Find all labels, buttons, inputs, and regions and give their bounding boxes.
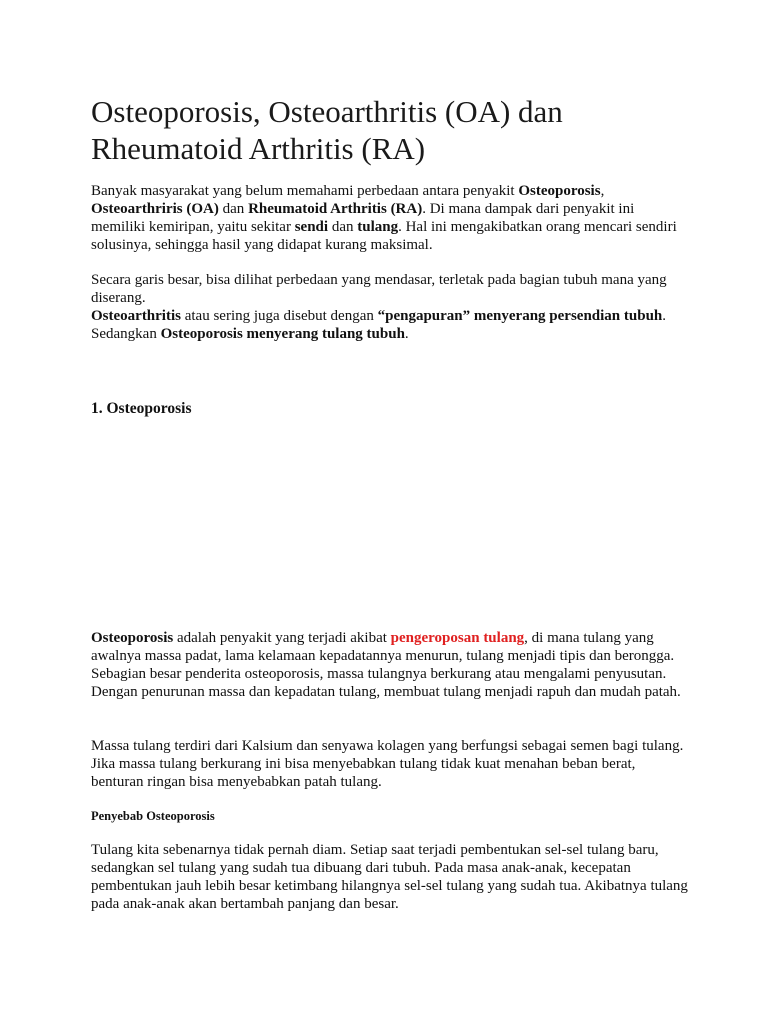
term-sendi: sendi: [294, 219, 329, 235]
cause-paragraph: Tulang kita sebenarnya tidak pernah diam. Setiap saat terjadi pembentukan sel-sel tulang baru, sedangkan sel tulang yang sudah tua dibuang dari tubuh. Pada masa anak-anak, kecepatan pembentukan jauh lebih besar ketimbang hilangnya sel-sel tulang yang sudah tua. Akibatnya tulang pada anak-anak akan bertambah panjang dan besar.: [91, 842, 688, 912]
term-osteoporosis: Osteoporosis: [518, 183, 601, 199]
term-osteoarthritis-2: Osteoarthritis: [91, 308, 181, 324]
term-osteoarthritis: Osteoarthriris (OA): [91, 201, 219, 217]
term-rheumatoid-arthritis: Rheumatoid Arthritis (RA): [248, 201, 423, 217]
term-osteoporosis-3: Osteoporosis: [91, 630, 174, 646]
bone-mass-paragraph: Massa tulang terdiri dari Kalsium dan senyawa kolagen yang berfungsi sebagai semen bagi tulang. Jika massa tulang berkurang ini bisa menyebabkan tulang tidak kuat menahan beban berat, benturan ringan bisa menyebabkan patah tulang.: [91, 738, 684, 790]
osteoporosis-definition-paragraph: Osteoporosis adalah penyakit yang terjadi akibat pengeroposan tulang, di mana tulang yang awalnya massa padat, lama kelamaan kepadatannya menurun, tulang menjadi tipis dan berongga. Sebagian besar penderita osteoporosis, massa tulangnya berkurang atau mengalami penyusutan. Dengan penurunan massa dan kepadatan tulang, membuat tulang menjadi rapuh dan mudah patah.: [91, 630, 681, 700]
term-pengapuran: “pengapuran” menyerang persendian tubuh: [377, 308, 663, 324]
term-osteoporosis-bone: Osteoporosis menyerang tulang tubuh: [160, 326, 405, 342]
section-heading-osteoporosis: 1. Osteoporosis: [91, 400, 192, 417]
term-tulang: tulang: [357, 219, 399, 235]
intro-paragraph: Banyak masyarakat yang belum memahami perbedaan antara penyakit Osteoporosis, Osteoarthriris (OA) dan Rheumatoid Arthritis (RA). Di mana dampak dari penyakit ini memiliki kemiripan, yaitu sekitar sendi dan tulang. Hal ini mengakibatkan orang mencari sendiri solusinya, sehingga hasil yang didapat kurang maksimal.: [91, 183, 677, 253]
pengeroposan-tulang-link[interactable]: pengeroposan tulang: [390, 630, 525, 646]
subheading-penyebab: Penyebab Osteoporosis: [91, 809, 215, 823]
difference-paragraph: Secara garis besar, bisa dilihat perbedaan yang mendasar, terletak pada bagian tubuh mana yang diserang. Osteoarthritis atau sering juga disebut dengan “pengapuran” menyerang persendian tubuh. Sedangkan Osteoporosis menyerang tulang tubuh.: [91, 271, 691, 343]
page-title: Osteoporosis, Osteoarthritis (OA) dan Rheumatoid Arthritis (RA): [91, 94, 563, 166]
difference-intro-text: Secara garis besar, bisa dilihat perbedaan yang mendasar, terletak pada bagian tubuh mana yang diserang.: [91, 272, 667, 306]
